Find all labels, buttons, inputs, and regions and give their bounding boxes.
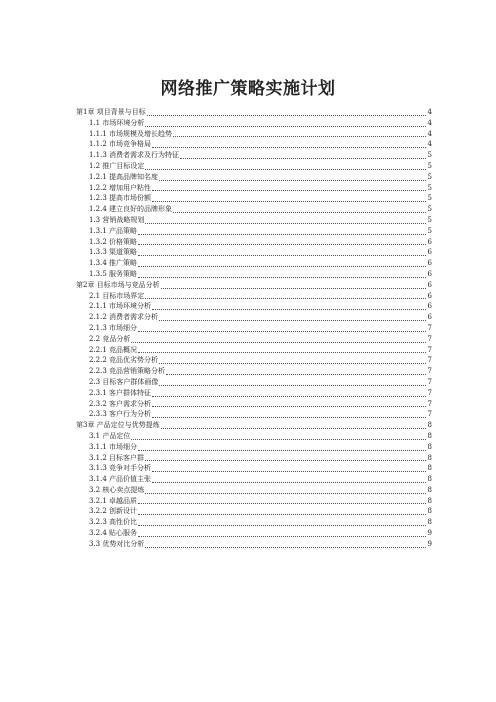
toc-leader-dots — [159, 384, 426, 386]
toc-entry-label: 1.3.1 产品策略 — [89, 226, 138, 235]
toc-entry[interactable] — [76, 172, 432, 183]
toc-leader-dots — [159, 319, 426, 321]
toc-leader-dots — [138, 276, 426, 278]
toc-entry[interactable] — [76, 377, 432, 388]
toc-entry-label: 1.2.3 提高市场份额 — [89, 194, 152, 203]
table-of-contents — [76, 107, 432, 550]
toc-entry-label: 1.2.2 增加用户粘性 — [89, 183, 152, 192]
toc-entry-label: 2.3.1 客户群体特征 — [89, 388, 152, 397]
toc-entry-label: 3.1.1 市场细分 — [89, 442, 138, 451]
toc-leader-dots — [152, 481, 426, 483]
toc-entry-page-number: 8 — [427, 485, 432, 494]
toc-leader-dots — [138, 513, 426, 515]
toc-entry[interactable] — [76, 496, 432, 507]
toc-entry-page-number: 6 — [427, 259, 432, 268]
toc-entry[interactable] — [76, 463, 432, 474]
toc-entry[interactable] — [76, 237, 432, 248]
toc-leader-dots — [145, 297, 426, 299]
toc-entry-page-number: 7 — [427, 356, 432, 365]
document-title: 网络推广策略实施计划 — [160, 79, 336, 99]
toc-entry-page-number: 9 — [427, 529, 432, 538]
toc-entry-label: 2.1 目标市场界定 — [89, 291, 145, 300]
toc-leader-dots — [138, 243, 426, 245]
toc-entry-page-number: 7 — [427, 367, 432, 376]
toc-leader-dots — [161, 427, 426, 429]
toc-entry-label: 2.2.1 竞品概况 — [89, 345, 138, 354]
toc-entry-page-number: 6 — [427, 291, 432, 300]
toc-leader-dots — [152, 308, 426, 310]
toc-entry-label: 1.3 营销战略规划 — [89, 215, 145, 224]
toc-entry-label: 3.2.3 高性价比 — [89, 518, 138, 527]
toc-entry-label: 1.3.2 价格策略 — [89, 237, 138, 246]
toc-entry-page-number: 8 — [427, 475, 432, 484]
toc-entry-page-number: 6 — [427, 269, 432, 278]
toc-entry[interactable] — [76, 517, 432, 528]
toc-entry-page-number: 5 — [427, 183, 432, 192]
toc-entry-page-number: 6 — [427, 302, 432, 311]
toc-entry-page-number: 7 — [427, 399, 432, 408]
toc-entry-label: 1.2 推广目标设定 — [89, 161, 145, 170]
toc-entry-page-number: 4 — [427, 140, 432, 149]
toc-entry[interactable] — [76, 258, 432, 269]
toc-entry-page-number: 9 — [427, 539, 432, 548]
toc-entry-page-number: 7 — [427, 334, 432, 343]
toc-leader-dots — [138, 524, 426, 526]
toc-entry-label: 第1章 项目背景与目标 — [76, 108, 146, 116]
toc-leader-dots — [166, 373, 426, 375]
toc-entry-label: 2.1.1 市场环境分析 — [89, 302, 152, 311]
toc-entry-label: 3.2.4 贴心服务 — [89, 529, 138, 538]
toc-entry-label: 2.2 竞品分析 — [89, 334, 131, 343]
toc-entry-label: 3.2 核心卖点提炼 — [89, 485, 145, 494]
toc-entry[interactable] — [76, 366, 432, 377]
toc-entry-page-number: 6 — [427, 237, 432, 246]
toc-entry-page-number: 5 — [427, 226, 432, 235]
toc-entry[interactable] — [76, 442, 432, 453]
toc-entry[interactable] — [76, 399, 432, 410]
toc-leader-dots — [138, 449, 426, 451]
toc-entry-label: 2.3.3 客户行为分析 — [89, 410, 152, 419]
toc-entry-page-number: 4 — [427, 118, 432, 127]
toc-entry-label: 1.1.3 消费者需求及行为特征 — [89, 151, 180, 160]
toc-entry[interactable] — [76, 431, 432, 442]
toc-entry-label: 1.3.3 渠道策略 — [89, 248, 138, 257]
toc-entry[interactable] — [76, 312, 432, 323]
toc-entry-label: 2.1.2 消费者需求分析 — [89, 313, 159, 322]
toc-entry-page-number: 5 — [427, 215, 432, 224]
toc-leader-dots — [152, 405, 426, 407]
toc-leader-dots — [145, 168, 426, 170]
toc-entry-label: 2.2.2 竞品优劣势分析 — [89, 356, 159, 365]
toc-entry[interactable] — [76, 474, 432, 485]
toc-entry[interactable] — [76, 291, 432, 302]
toc-entry-label: 第3章 产品定位与优势提炼 — [76, 421, 160, 430]
toc-entry[interactable] — [76, 280, 432, 291]
toc-entry[interactable] — [76, 334, 432, 345]
toc-entry[interactable] — [76, 107, 432, 118]
toc-leader-dots — [145, 222, 426, 224]
toc-entry[interactable] — [76, 161, 432, 172]
toc-entry[interactable] — [76, 193, 432, 204]
toc-leader-dots — [159, 179, 426, 181]
toc-entry[interactable] — [76, 323, 432, 334]
toc-leader-dots — [152, 189, 426, 191]
toc-entry-page-number: 5 — [427, 172, 432, 181]
toc-entry-page-number: 5 — [427, 205, 432, 214]
toc-entry-page-number: 4 — [427, 108, 432, 116]
toc-entry-label: 2.3 目标客户群体画像 — [89, 377, 159, 386]
toc-entry-page-number: 8 — [427, 518, 432, 527]
toc-entry[interactable] — [76, 269, 432, 280]
toc-entry-label: 3.3 优势对比分析 — [89, 539, 145, 548]
toc-leader-dots — [161, 287, 426, 289]
toc-entry-page-number: 8 — [427, 464, 432, 473]
toc-entry-label: 1.3.4 推广策略 — [89, 259, 138, 268]
toc-leader-dots — [152, 395, 426, 397]
toc-entry-page-number: 5 — [427, 161, 432, 170]
toc-leader-dots — [138, 502, 426, 504]
toc-leader-dots — [145, 492, 426, 494]
toc-entry[interactable] — [76, 139, 432, 150]
toc-entry[interactable] — [76, 247, 432, 258]
toc-entry[interactable] — [76, 485, 432, 496]
toc-entry[interactable] — [76, 409, 432, 420]
toc-entry-label: 第2章 目标市场与竞品分析 — [76, 280, 160, 289]
toc-leader-dots — [131, 341, 426, 343]
toc-entry-page-number: 5 — [427, 194, 432, 203]
toc-entry-label: 2.2.3 竞品营销策略分析 — [89, 367, 166, 376]
toc-entry-page-number: 8 — [427, 496, 432, 505]
toc-entry-page-number: 4 — [427, 129, 432, 138]
toc-entry[interactable] — [76, 215, 432, 226]
toc-entry[interactable] — [76, 204, 432, 215]
toc-leader-dots — [180, 157, 426, 159]
toc-leader-dots — [131, 438, 426, 440]
toc-entry[interactable] — [76, 355, 432, 366]
toc-entry-label: 1.1 市场环境分析 — [89, 118, 145, 127]
toc-entry-page-number: 8 — [427, 453, 432, 462]
toc-leader-dots — [152, 200, 426, 202]
toc-entry-label: 3.1.2 目标客户群 — [89, 453, 145, 462]
toc-entry-page-number: 6 — [427, 313, 432, 322]
toc-entry-page-number: 7 — [427, 410, 432, 419]
toc-entry[interactable] — [76, 528, 432, 539]
toc-leader-dots — [145, 125, 426, 127]
toc-entry-label: 3.2.1 卓越品质 — [89, 496, 138, 505]
toc-entry[interactable] — [76, 420, 432, 431]
toc-leader-dots — [152, 146, 426, 148]
toc-entry-label: 1.1.1 市场规模及增长趋势 — [89, 129, 173, 138]
toc-leader-dots — [152, 470, 426, 472]
toc-entry-label: 2.1.3 市场细分 — [89, 323, 138, 332]
toc-leader-dots — [147, 114, 426, 116]
toc-entry-page-number: 8 — [427, 507, 432, 516]
toc-leader-dots — [138, 254, 426, 256]
toc-entry-label: 1.3.5 服务策略 — [89, 269, 138, 278]
toc-entry-page-number: 7 — [427, 323, 432, 332]
toc-entry[interactable] — [76, 453, 432, 464]
toc-leader-dots — [173, 211, 426, 213]
toc-entry[interactable] — [76, 539, 432, 550]
toc-entry-label: 3.1 产品定位 — [89, 431, 131, 440]
toc-entry-page-number: 5 — [427, 151, 432, 160]
toc-leader-dots — [138, 535, 426, 537]
toc-entry-label: 2.3.2 客户需求分析 — [89, 399, 152, 408]
toc-entry-page-number: 7 — [427, 345, 432, 354]
toc-entry-page-number: 6 — [427, 248, 432, 257]
toc-entry-page-number: 6 — [427, 280, 432, 289]
toc-leader-dots — [159, 362, 426, 364]
toc-entry-label: 3.1.4 产品价值主张 — [89, 475, 152, 484]
toc-entry-label: 3.1.3 竞争对手分析 — [89, 464, 152, 473]
toc-entry[interactable] — [76, 118, 432, 129]
toc-leader-dots — [138, 233, 426, 235]
toc-entry[interactable] — [76, 345, 432, 356]
toc-entry-page-number: 8 — [427, 431, 432, 440]
toc-entry[interactable] — [76, 301, 432, 312]
toc-leader-dots — [138, 351, 426, 353]
toc-entry[interactable] — [76, 226, 432, 237]
toc-entry-label: 1.2.1 提高品牌知名度 — [89, 172, 159, 181]
toc-entry-page-number: 7 — [427, 388, 432, 397]
toc-entry[interactable] — [76, 506, 432, 517]
toc-leader-dots — [138, 330, 426, 332]
toc-entry[interactable] — [76, 150, 432, 161]
toc-leader-dots — [173, 135, 426, 137]
toc-entry-label: 1.1.2 市场竞争格局 — [89, 140, 152, 149]
toc-entry-label: 3.2.2 创新设计 — [89, 507, 138, 516]
toc-entry-page-number: 8 — [427, 442, 432, 451]
toc-entry[interactable] — [76, 183, 432, 194]
toc-entry[interactable] — [76, 129, 432, 140]
toc-entry-label: 1.2.4 建立良好的品牌形象 — [89, 205, 173, 214]
toc-leader-dots — [145, 546, 426, 548]
toc-leader-dots — [152, 416, 426, 418]
toc-leader-dots — [145, 459, 426, 461]
toc-entry-page-number: 7 — [427, 377, 432, 386]
toc-entry[interactable] — [76, 388, 432, 399]
toc-leader-dots — [138, 265, 426, 267]
toc-entry-page-number: 8 — [427, 421, 432, 430]
